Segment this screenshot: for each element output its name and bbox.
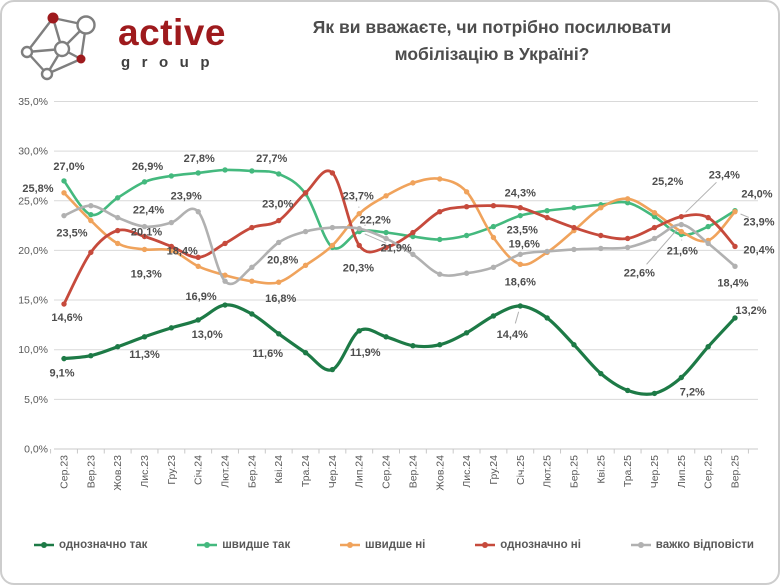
- data-point-hard-to-say: [196, 209, 201, 214]
- data-point-hard-to-say: [705, 241, 710, 246]
- data-point-label-definitely-no: 24,3%: [504, 187, 536, 200]
- data-point-definitely-no: [518, 205, 523, 210]
- data-point-definitely-yes: [115, 344, 120, 349]
- data-point-definitely-yes: [705, 344, 710, 349]
- data-point-rather-no: [732, 209, 737, 214]
- data-point-label-hard-to-say: 22,2%: [359, 214, 391, 227]
- data-point-label-hard-to-say: 23,9%: [170, 190, 202, 203]
- data-point-definitely-yes: [410, 343, 415, 348]
- data-point-label-rather-no: 25,2%: [652, 175, 684, 188]
- legend-item-hard-to-say: [631, 539, 754, 551]
- data-point-label-definitely-no: 23,4%: [708, 169, 740, 182]
- data-point-definitely-yes: [652, 391, 657, 396]
- data-point-rather-yes: [518, 213, 523, 218]
- data-point-definitely-no: [705, 215, 710, 220]
- legend-marker-icon: [475, 540, 495, 550]
- survey-title-line2: мобілізацію в Україні?: [394, 44, 590, 65]
- data-point-rather-no: [196, 264, 201, 269]
- y-axis-label: 30,0%: [18, 145, 48, 158]
- brand-name: active: [118, 12, 226, 53]
- data-point-definitely-yes: [142, 334, 147, 339]
- data-point-label-rather-yes: 26,9%: [131, 160, 164, 173]
- data-point-hard-to-say: [383, 236, 388, 241]
- legend-label: швидше ні: [365, 539, 426, 551]
- data-point-rather-yes: [222, 167, 227, 172]
- data-point-hard-to-say: [330, 225, 335, 230]
- x-axis-label: Вер.23: [85, 455, 98, 489]
- data-point-definitely-no: [410, 230, 415, 235]
- data-point-definitely-yes: [276, 331, 281, 336]
- y-axis-label: 15,0%: [18, 294, 48, 307]
- legend-label: важко відповісти: [655, 539, 754, 551]
- x-axis-label: Тра.25: [622, 455, 635, 488]
- x-axis-label: Сер.25: [702, 455, 715, 489]
- data-point-hard-to-say: [61, 213, 66, 218]
- data-point-rather-no: [464, 189, 469, 194]
- data-point-rather-yes: [61, 178, 66, 183]
- x-axis-label: Бер.25: [568, 455, 581, 489]
- label-leader-line: [515, 312, 518, 324]
- y-axis-label: 0,0%: [24, 443, 48, 456]
- x-axis-label: Вер.24: [407, 455, 420, 489]
- data-point-definitely-yes: [88, 353, 93, 358]
- data-point-label-hard-to-say: 19,6%: [508, 238, 540, 251]
- data-point-hard-to-say: [598, 246, 603, 251]
- data-point-rather-yes: [464, 233, 469, 238]
- data-point-rather-no: [276, 279, 281, 284]
- data-point-definitely-yes: [491, 313, 496, 318]
- y-axis-label: 10,0%: [18, 344, 48, 357]
- data-point-hard-to-say: [571, 247, 576, 252]
- x-axis-label: Лип.25: [675, 455, 688, 489]
- data-point-label-definitely-yes: 14,4%: [496, 329, 528, 342]
- x-axis-label: Жов.24: [434, 455, 447, 491]
- data-point-label-hard-to-say: 23,5%: [56, 227, 88, 240]
- data-point-label-definitely-yes: 7,2%: [679, 386, 705, 399]
- data-point-definitely-no: [732, 244, 737, 249]
- data-point-definitely-no: [276, 218, 281, 223]
- data-point-hard-to-say: [625, 245, 630, 250]
- legend-item-definitely-no: [475, 539, 581, 551]
- data-point-label-rather-no: 18,4%: [166, 245, 198, 258]
- data-point-rather-yes: [705, 224, 710, 229]
- label-leader-line: [686, 182, 717, 212]
- legend-item-rather-no: [340, 539, 425, 551]
- data-point-rather-yes: [169, 173, 174, 178]
- data-point-definitely-yes: [330, 367, 335, 372]
- data-point-definitely-yes: [61, 356, 66, 361]
- x-axis-label: Гру.23: [165, 455, 178, 485]
- data-point-label-hard-to-say: 22,6%: [623, 267, 655, 280]
- data-point-label-rather-yes: 27,8%: [183, 152, 215, 165]
- data-point-rather-yes: [142, 179, 147, 184]
- data-point-rather-no: [383, 193, 388, 198]
- data-point-hard-to-say: [222, 278, 227, 283]
- data-point-rather-no: [88, 218, 93, 223]
- data-point-definitely-no: [625, 236, 630, 241]
- chart-legend: [34, 539, 754, 551]
- data-point-definitely-no: [222, 241, 227, 246]
- data-point-rather-no: [249, 278, 254, 283]
- x-axis-label: Лис.24: [461, 455, 474, 488]
- data-point-rather-yes: [544, 208, 549, 213]
- y-axis-label: 25,0%: [18, 195, 48, 208]
- data-point-rather-yes: [437, 237, 442, 242]
- data-point-label-definitely-yes: 13,0%: [191, 328, 223, 341]
- data-point-hard-to-say: [544, 249, 549, 254]
- data-point-rather-yes: [196, 170, 201, 175]
- data-point-label-rather-yes: 23,5%: [506, 224, 538, 237]
- series-line-definitely-no: [64, 171, 735, 304]
- data-point-hard-to-say: [437, 272, 442, 277]
- x-axis-label: Гру.24: [487, 455, 500, 485]
- data-point-label-hard-to-say: 20,8%: [267, 254, 299, 267]
- x-axis-label: Сер.24: [380, 455, 393, 489]
- data-point-rather-no: [598, 205, 603, 210]
- data-point-definitely-no: [464, 204, 469, 209]
- brand-subname: group: [121, 54, 221, 71]
- x-axis-label: Тра.24: [300, 455, 313, 488]
- legend-label: однозначно так: [59, 539, 148, 551]
- data-point-definitely-no: [544, 215, 549, 220]
- data-point-rather-yes: [88, 212, 93, 217]
- data-point-rather-no: [330, 243, 335, 248]
- data-point-label-definitely-no: 19,3%: [130, 268, 162, 281]
- data-point-definitely-no: [652, 225, 657, 230]
- data-point-label-definitely-yes: 13,2%: [735, 304, 767, 317]
- data-point-definitely-no: [249, 225, 254, 230]
- data-point-label-hard-to-say: 22,4%: [132, 204, 165, 217]
- data-point-label-definitely-yes: 11,6%: [252, 347, 284, 360]
- data-point-label-hard-to-say: 18,4%: [717, 277, 749, 290]
- data-point-label-rather-yes: 24,0%: [741, 188, 773, 201]
- data-point-hard-to-say: [88, 203, 93, 208]
- data-point-rather-yes: [249, 168, 254, 173]
- x-axis-label: Вер.25: [729, 455, 742, 489]
- data-point-rather-yes: [491, 224, 496, 229]
- data-point-definitely-yes: [222, 302, 227, 307]
- data-point-hard-to-say: [276, 240, 281, 245]
- x-axis-label: Кві.24: [273, 455, 286, 484]
- data-point-rather-no: [518, 262, 523, 267]
- data-point-definitely-yes: [544, 315, 549, 320]
- chart-svg: [2, 2, 780, 532]
- data-point-definitely-no: [357, 243, 362, 248]
- data-point-label-rather-no: 25,8%: [22, 182, 54, 195]
- data-point-definitely-no: [303, 190, 308, 195]
- x-axis-label: Лип.24: [353, 455, 366, 489]
- data-point-label-rather-yes: 20,3%: [342, 262, 375, 275]
- data-point-definitely-no: [491, 203, 496, 208]
- x-axis-label: Чер.24: [326, 455, 339, 489]
- legend-item-definitely-yes: [34, 539, 147, 551]
- legend-marker-icon: [631, 540, 651, 550]
- data-point-definitely-yes: [625, 388, 630, 393]
- data-point-label-definitely-no: 23,0%: [262, 198, 294, 211]
- data-point-hard-to-say: [115, 215, 120, 220]
- data-point-label-rather-yes: 21,9%: [380, 242, 412, 255]
- data-point-label-rather-no: 23,9%: [743, 216, 775, 229]
- data-point-definitely-no: [330, 170, 335, 175]
- data-point-label-definitely-yes: 11,9%: [349, 346, 381, 359]
- data-point-definitely-yes: [383, 334, 388, 339]
- x-axis-label: Кві.25: [595, 455, 608, 484]
- legend-label: швидше так: [222, 539, 291, 551]
- data-point-rather-no: [410, 180, 415, 185]
- x-axis-label: Лют.25: [541, 455, 554, 488]
- data-point-hard-to-say: [169, 220, 174, 225]
- x-axis-label: Чер.25: [648, 455, 661, 489]
- data-point-label-rather-yes: 27,7%: [256, 152, 288, 165]
- data-point-definitely-yes: [518, 303, 523, 308]
- y-axis-label: 20,0%: [18, 244, 48, 257]
- data-point-hard-to-say: [249, 265, 254, 270]
- data-point-hard-to-say: [303, 229, 308, 234]
- data-point-rather-yes: [115, 195, 120, 200]
- y-axis-label: 35,0%: [18, 95, 48, 108]
- survey-title-line1: Як ви вважаєте, чи потрібно посилювати: [312, 17, 672, 37]
- data-point-rather-no: [303, 263, 308, 268]
- data-point-label-definitely-yes: 11,3%: [129, 348, 160, 361]
- x-axis-label: Лис.23: [139, 455, 152, 488]
- data-point-hard-to-say: [491, 265, 496, 270]
- x-axis-label: Лют.24: [219, 455, 232, 488]
- data-point-label-rather-no: 18,6%: [504, 276, 536, 289]
- data-point-rather-yes: [571, 205, 576, 210]
- data-point-definitely-no: [61, 301, 66, 306]
- data-point-definitely-yes: [196, 317, 201, 322]
- data-point-definitely-no: [571, 225, 576, 230]
- data-point-hard-to-say: [518, 252, 523, 257]
- data-point-rather-no: [679, 229, 684, 234]
- data-point-rather-no: [437, 176, 442, 181]
- data-point-definitely-yes: [437, 342, 442, 347]
- legend-item-rather-yes: [197, 539, 290, 551]
- data-point-label-rather-yes: 27,0%: [53, 160, 85, 173]
- data-point-rather-no: [61, 190, 66, 195]
- data-point-definitely-yes: [679, 375, 684, 380]
- data-point-definitely-yes: [249, 311, 254, 316]
- data-point-rather-no: [115, 241, 120, 246]
- data-point-rather-yes: [276, 171, 281, 176]
- data-point-definitely-yes: [169, 325, 174, 330]
- legend-marker-icon: [34, 540, 54, 550]
- x-axis-label: Сер.23: [58, 455, 71, 489]
- data-point-label-rather-yes: 21,6%: [666, 245, 698, 258]
- data-point-definitely-no: [88, 250, 93, 255]
- x-axis-label: Жов.23: [112, 455, 125, 491]
- data-point-label-rather-no: 23,7%: [342, 190, 374, 203]
- data-point-label-definitely-no: 14,6%: [51, 312, 83, 325]
- data-point-label-definitely-no: 20,4%: [743, 244, 775, 257]
- data-point-rather-no: [142, 247, 147, 252]
- data-point-definitely-yes: [571, 342, 576, 347]
- data-point-rather-no: [491, 235, 496, 240]
- x-axis-label: Бер.24: [246, 455, 259, 489]
- data-point-hard-to-say: [732, 264, 737, 269]
- legend-marker-icon: [197, 540, 217, 550]
- data-point-definitely-yes: [303, 350, 308, 355]
- data-point-definitely-no: [115, 228, 120, 233]
- legend-marker-icon: [340, 540, 360, 550]
- data-point-label-hard-to-say: 16,9%: [185, 291, 217, 304]
- legend-label: однозначно ні: [500, 539, 581, 551]
- data-point-definitely-yes: [464, 330, 469, 335]
- data-point-definitely-yes: [357, 328, 362, 333]
- data-point-definitely-yes: [598, 371, 603, 376]
- data-point-definitely-no: [679, 214, 684, 219]
- data-point-hard-to-say: [679, 222, 684, 227]
- data-point-hard-to-say: [357, 226, 362, 231]
- data-point-hard-to-say: [652, 236, 657, 241]
- y-axis-label: 5,0%: [24, 393, 48, 406]
- data-point-definitely-no: [598, 233, 603, 238]
- x-axis-label: Січ.25: [514, 455, 527, 485]
- data-point-label-rather-no: 16,8%: [265, 293, 297, 306]
- data-point-hard-to-say: [464, 271, 469, 276]
- data-point-rather-no: [652, 210, 657, 215]
- data-point-rather-no: [625, 196, 630, 201]
- data-point-rather-yes: [383, 230, 388, 235]
- data-point-definitely-no: [437, 209, 442, 214]
- x-axis-label: Січ.24: [192, 455, 205, 485]
- data-point-label-rather-no: 20,1%: [130, 226, 163, 239]
- data-point-label-definitely-yes: 9,1%: [49, 367, 75, 380]
